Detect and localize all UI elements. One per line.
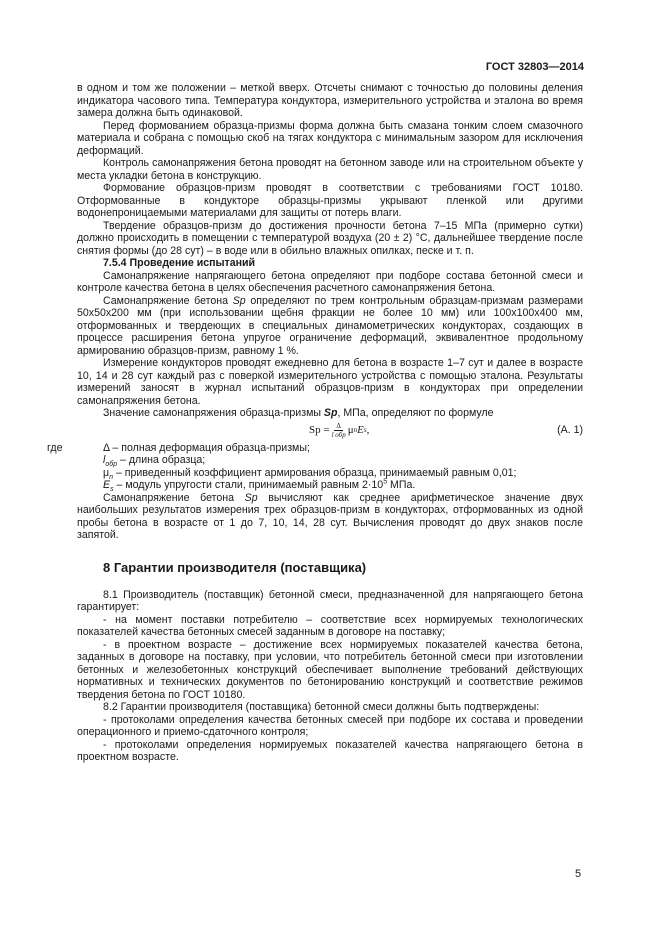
list-item: - протоколами определения качества бетонных смесей при подборе их состава и проведении операционного и приемо-сдаточного контроля; [77,713,583,738]
symbol-sp: Sp [244,491,258,504]
symbol-sub: обр [105,461,118,469]
formula-mu: μ [347,423,354,436]
paragraph: Контроль самонапряжения бетона проводят на бетонном заводе или на строительном объекте у места укладки бетона в конструкцию. [77,157,583,182]
paragraph: 8.1 Производитель (поставщик) бетонной смеси, предназначенной для напрягающего бетона гарантирует: [77,588,583,613]
paragraph [77,492,583,542]
fraction-numerator: Δ [336,421,341,430]
symbol: l [103,454,106,466]
fraction-denominator: l обр [331,430,346,439]
list-item: - протоколами определения нормируемых показателей качества напрягающего бетона в проектном возрасте. [77,738,583,763]
formula [309,422,369,439]
section-heading: 8 Гарантии производителя (поставщика) [103,559,367,575]
paragraph [77,295,583,358]
paragraph [77,407,583,420]
formula-e: E [357,423,364,436]
where-label: где [47,441,63,454]
definition-item [103,454,583,467]
text-run: – приведенный коэффициент армирования образца, принимаемый равным 0,01; [113,466,517,479]
text-run: , МПа, определяют по формуле [337,407,494,419]
paragraph: Измерение кондукторов проводят ежедневно для бетона в возрасте 1–7 сут и далее в возрасте 10, 14 и 28 сут каждый раз с поверкой измерительного устройства с помощью эталона. Результаты измерений заносят в журнал испытаний образцов-призм в кондукторах при определении самонапряжения бетона. [77,357,583,407]
definitions-list [47,441,583,494]
subsection-heading: 7.5.4 Проведение испытаний [103,257,256,269]
document-header-id: ГОСТ 32803—2014 [485,61,584,73]
symbol-sp: Sp [232,294,246,307]
definition-item [103,467,583,480]
list-item: - на момент поставки потребителю – соответствие всех нормируемых технологических показателей качества бетонных смесей заданным в договоре на поставку; [77,613,583,638]
paragraph: в одном и том же положении – меткой вверх. Отсчеты снимают с точностью до половины деления индикатора часового типа. Температура кондуктора, измерительного устройства и эталона во время замера должна быть одинаковой. [77,82,583,119]
definition-item: Δ – полная деформация образца-призмы; [103,441,310,454]
text-run: Значение самонапряжения образца-призмы [103,407,324,419]
text-run: – модуль упругости стали, принимаемый равным 2·10 [113,479,384,491]
text-run: определяют по трем контрольным образцам-призмам размерами 50х50х200 мм (при использовании щебня фракции не более 10 мм) или 100х100х400 мм, отформованных и твердеющих в специальных динамометрических кондукторах, создающих в процессе расширения бетона упругое ограничение деформаций, эквивалентное продольному армированию образцов-призм, равному 1 %. [77,294,583,357]
text-run: Самонапряжение бетона [103,491,245,504]
paragraph: Самонапряжение напрягающего бетона определяют при подборе состава бетонной смеси и контроле качества бетона в целях обеспечения расчетного самонапряжения бетона. [77,269,583,294]
formula-fraction [332,422,346,439]
formula-block [77,420,583,442]
document-body [47,82,583,764]
paragraph: Перед формованием образца-призмы форма должна быть смазана тонким слоем смазочного материала и собрана с помощью скоб на тягах кондуктора с минимальным зазором для исключения деформаций. [77,119,583,157]
text-run: вычисляют как среднее арифметическое значение двух наибольших результатов измерения трех образцов-призм в кондукторах, отформованных из одной пробы бетона в возрасте от 1 до 7, 10, 14, 28 сут. Вычисления проводят до двух знаков после запятой. [77,491,583,541]
formula-mu-sub: n [353,426,358,434]
symbol: μ [103,466,110,479]
paragraph: Твердение образцов-призм до достижения прочности бетона 7–15 МПа (примерно сутки) должно происходить в помещении с температурой воздуха (20 ± 2) °С, дальнейшее твердение после снятия формы (до 28 сут) – в воде или в обильно влажных опилках, песке и т. п. [77,219,583,257]
paragraph: 8.2 Гарантии производителя (поставщика) бетонной смеси должны быть подтверждены: [103,701,540,713]
definition-item [103,479,583,492]
text-run: – длина образца; [117,454,206,466]
text-run: МПа. [387,479,416,491]
page-number: 5 [575,868,582,880]
formula-lhs: Sp = [309,423,330,436]
symbol-sp: Sp [323,407,338,419]
text-run: Самонапряжение бетона [103,294,233,307]
superscript: 5 [383,478,388,486]
paragraph: Формование образцов-призм проводят в соответствии с требованиями ГОСТ 10180. Отформованные в кондукторе образцы-призмы укрывают пленкой или другими водонепроницаемыми материалами для защиты от потерь влаги. [77,182,583,219]
list-item: - в проектном возрасте – достижение всех нормируемых показателей качества бетона, заданных в договоре на поставку, при условии, что потребитель бетонной смеси при изготовлении бетонных и железобетонных конструкций обеспечивает выполнение требований действующих нормативных и технических документов по бетонированию конструкций и соответствие режимов твердения бетона по ГОСТ 10180. [77,638,583,701]
symbol-sub: n [109,473,114,481]
formula-e-sub: s [363,426,367,434]
formula-number: (А. 1) [557,423,583,436]
formula-tail: , [366,423,370,436]
symbol-sub: s [110,486,114,494]
symbol: E [103,479,111,491]
